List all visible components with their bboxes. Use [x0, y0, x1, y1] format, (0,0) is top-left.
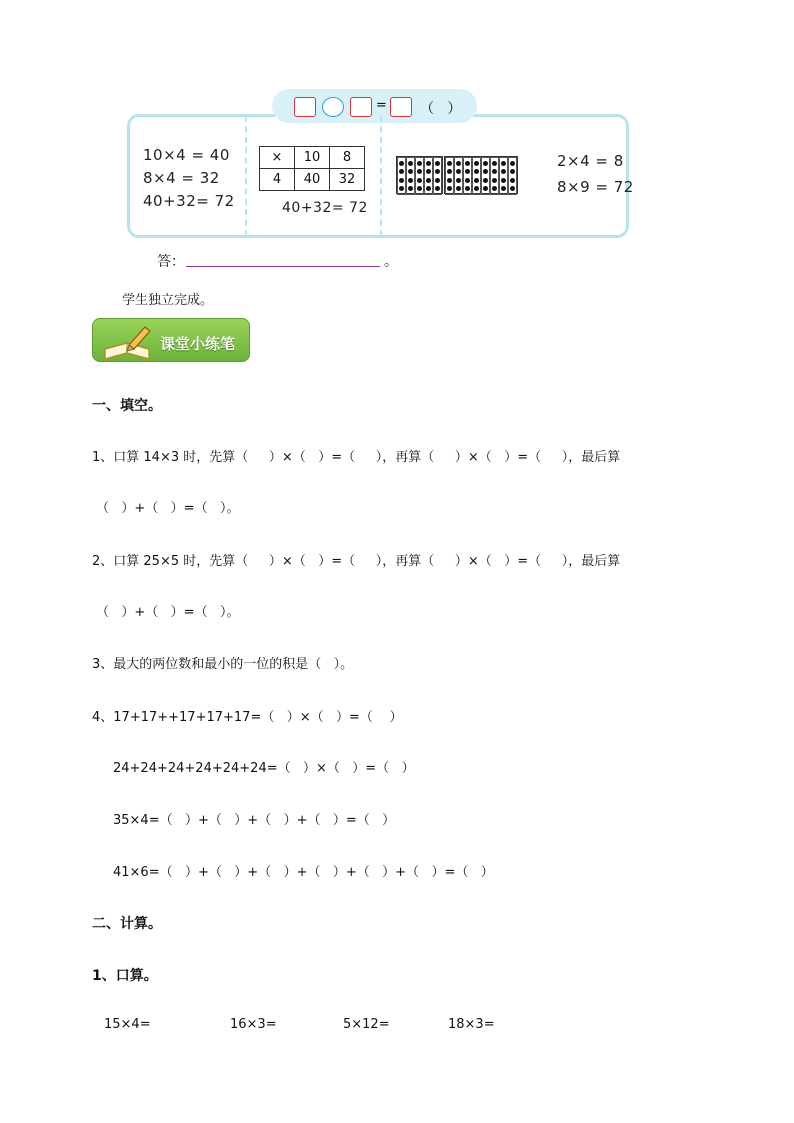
dot-column: [499, 157, 508, 195]
method3-line-2: 8×9 = 72: [557, 178, 634, 196]
section-2-title: 二、计算。: [92, 916, 162, 932]
teacher-note: 学生独立完成。: [122, 293, 214, 308]
dot-column: [433, 157, 442, 195]
dot-column: [508, 157, 517, 195]
figure-divider-1: [245, 116, 247, 236]
dot: [510, 169, 515, 174]
question-2-line-2: （ ）+（ ）=（ ）。: [96, 605, 240, 620]
answer-label: 答：: [157, 254, 185, 270]
dot: [465, 186, 470, 191]
dot: [417, 161, 422, 166]
dot: [501, 178, 506, 183]
dot-column: [424, 157, 433, 195]
dot: [501, 161, 506, 166]
dot: [417, 178, 422, 183]
dot: [474, 178, 479, 183]
dot: [474, 161, 479, 166]
dot: [483, 178, 488, 183]
dot-group-right: [444, 156, 518, 194]
dot-column: [445, 157, 454, 195]
dot: [474, 169, 479, 174]
oral-problem-4: 18×3=: [448, 1017, 495, 1032]
dot: [492, 161, 497, 166]
dot: [483, 161, 488, 166]
dot: [456, 186, 461, 191]
dot: [447, 169, 452, 174]
oral-problem-3: 5×12=: [343, 1017, 390, 1032]
oral-problem-2: 16×3=: [230, 1017, 277, 1032]
blank-square-2: [350, 97, 372, 117]
grid-cell: 10: [295, 147, 330, 169]
dot: [435, 169, 440, 174]
grid-sum: 40+32= 72: [282, 200, 368, 216]
dot-column: [490, 157, 499, 195]
dot: [510, 161, 515, 166]
dot: [447, 178, 452, 183]
dot: [510, 186, 515, 191]
question-3: 3、最大的两位数和最小的一位的积是（ ）。: [92, 657, 354, 672]
dot: [474, 186, 479, 191]
oral-problem-1: 15×4=: [104, 1017, 151, 1032]
dot: [510, 178, 515, 183]
question-4a: 4、17+17++17+17+17=（ ）×（ ）=（ ）: [92, 710, 403, 725]
dot-array: [396, 156, 518, 194]
dot: [399, 161, 404, 166]
dot-column: [406, 157, 415, 195]
dot: [447, 186, 452, 191]
dot: [492, 186, 497, 191]
dot: [426, 169, 431, 174]
subsection-1-title: 1、口算。: [92, 968, 158, 984]
blank-circle-operator: [322, 97, 344, 117]
grid-cell: 40: [295, 169, 330, 191]
dot-column: [463, 157, 472, 195]
dot: [426, 186, 431, 191]
dot: [492, 169, 497, 174]
answer-end-mark: 。: [384, 254, 398, 270]
grid-cell: ×: [260, 147, 295, 169]
dot: [465, 161, 470, 166]
method1-line-3: 40+32= 72: [143, 192, 235, 210]
dot: [465, 169, 470, 174]
dot: [408, 186, 413, 191]
question-4d: 41×6=（ ）+（ ）+（ ）+（ ）+（ ）+（ ）=（ ）: [113, 865, 494, 880]
dot: [483, 169, 488, 174]
dot: [465, 178, 470, 183]
equals-sign: =: [376, 98, 387, 113]
figure-divider-2: [380, 116, 382, 236]
book-pencil-icon: [99, 323, 155, 361]
question-2-line-1: 2、口算 25×5 时，先算（ ）×（ ）=（ ），再算（ ）×（ ）=（ ），最后算: [92, 554, 621, 569]
dot-column: [481, 157, 490, 195]
question-1-line-2: （ ）+（ ）=（ ）。: [96, 501, 240, 516]
dot: [399, 186, 404, 191]
dot: [501, 186, 506, 191]
dot-column: [397, 157, 406, 195]
dot: [435, 161, 440, 166]
method1-line-2: 8×4 = 32: [143, 169, 220, 187]
dot-group-left: [396, 156, 443, 194]
answer-blank-line[interactable]: [186, 266, 380, 267]
dot-column: [454, 157, 463, 195]
method1-line-1: 10×4 = 40: [143, 146, 230, 164]
question-1-line-1: 1、口算 14×3 时，先算（ ）×（ ）=（ ），再算（ ）×（ ）=（ ），最后算: [92, 450, 621, 465]
dot: [417, 186, 422, 191]
question-4c: 35×4=（ ）+（ ）+（ ）+（ ）=（ ）: [113, 813, 396, 828]
method3-line-1: 2×4 = 8: [557, 152, 624, 170]
dot-column: [472, 157, 481, 195]
dot: [399, 169, 404, 174]
dot: [408, 161, 413, 166]
question-4b: 24+24+24+24+24+24=（ ）×（ ）=（ ）: [113, 761, 415, 776]
grid-cell: 8: [330, 147, 365, 169]
blank-square-3: [390, 97, 412, 117]
section-1-title: 一、填空。: [92, 398, 162, 414]
dot: [399, 178, 404, 183]
dot: [435, 178, 440, 183]
dot: [483, 186, 488, 191]
equation-header: [272, 89, 477, 123]
dot: [426, 178, 431, 183]
multiplication-grid: [259, 146, 365, 191]
dot: [447, 161, 452, 166]
practice-badge-label: 课堂小练笔: [160, 335, 236, 353]
dot: [435, 186, 440, 191]
grid-cell: 32: [330, 169, 365, 191]
dot: [456, 161, 461, 166]
dot: [456, 178, 461, 183]
dot: [501, 169, 506, 174]
dot: [456, 169, 461, 174]
unit-paren: （ ）: [420, 101, 462, 117]
blank-square-1: [294, 97, 316, 117]
dot: [408, 178, 413, 183]
dot: [417, 169, 422, 174]
dot: [408, 169, 413, 174]
dot-column: [415, 157, 424, 195]
dot: [426, 161, 431, 166]
dot: [492, 178, 497, 183]
grid-cell: 4: [260, 169, 295, 191]
